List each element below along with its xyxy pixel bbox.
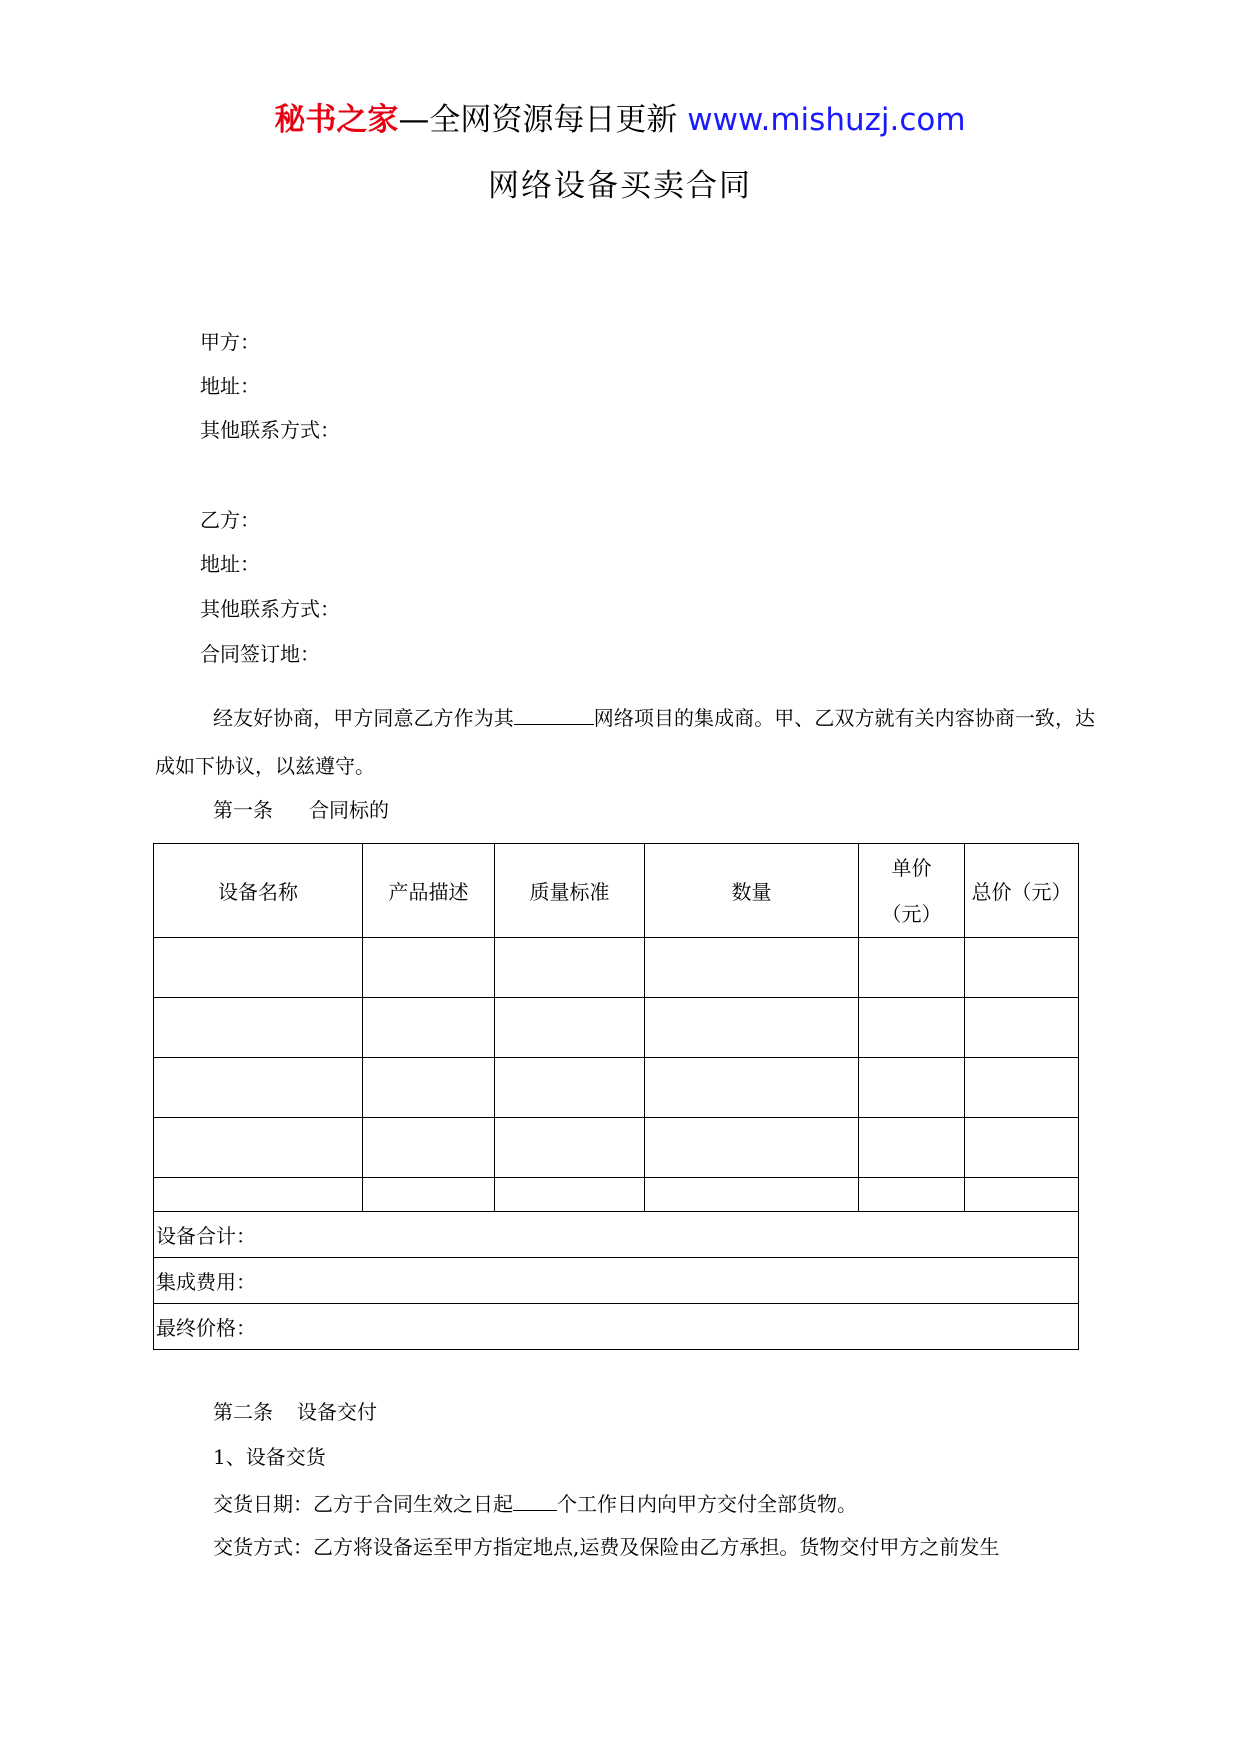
table-cell[interactable] bbox=[965, 1058, 1079, 1118]
table-cell[interactable] bbox=[154, 1058, 363, 1118]
table-cell[interactable] bbox=[154, 1118, 363, 1178]
table-cell[interactable] bbox=[859, 998, 965, 1058]
banner-brand: 秘书之家 bbox=[274, 102, 399, 138]
table-cell[interactable] bbox=[154, 938, 363, 998]
table-cell[interactable] bbox=[859, 1118, 965, 1178]
banner-url[interactable]: www.mishuzj.com bbox=[687, 102, 966, 138]
integration-fee-label: 集成费用： bbox=[154, 1258, 1079, 1304]
signing-place-label: 合同签订地： bbox=[200, 642, 320, 666]
table-cell[interactable] bbox=[495, 998, 645, 1058]
table-cell[interactable] bbox=[154, 998, 363, 1058]
article2-heading bbox=[213, 1398, 377, 1426]
table-row bbox=[154, 998, 1079, 1058]
table-cell[interactable] bbox=[645, 998, 859, 1058]
table-cell[interactable] bbox=[965, 1178, 1079, 1212]
article2-title: 设备交付 bbox=[297, 1400, 377, 1424]
header-unit-price-line2: （元） bbox=[881, 901, 942, 926]
table-row bbox=[154, 1118, 1079, 1178]
article2-number: 第二条 bbox=[213, 1400, 273, 1424]
table-cell[interactable] bbox=[859, 1058, 965, 1118]
table-cell[interactable] bbox=[645, 1178, 859, 1212]
table-cell[interactable] bbox=[859, 1178, 965, 1212]
integration-fee-row bbox=[154, 1258, 1079, 1304]
delivery-date-part2: 个工作日内向甲方交付全部货物。 bbox=[557, 1492, 857, 1516]
table-cell[interactable] bbox=[965, 1118, 1079, 1178]
equipment-table bbox=[153, 843, 1079, 1350]
site-banner bbox=[0, 100, 1240, 140]
equipment-total-label: 设备合计： bbox=[154, 1212, 1079, 1258]
table-cell[interactable] bbox=[363, 938, 495, 998]
intro-part1: 经友好协商，甲方同意乙方作为其 bbox=[213, 706, 514, 730]
intro-part2: 网络项目的集成商。甲、乙双方就有关内容协商一致，达成如下协议，以兹遵守。 bbox=[155, 706, 1095, 778]
header-product-description: 产品描述 bbox=[363, 844, 495, 938]
party-a-address-label: 地址： bbox=[200, 374, 260, 398]
table-cell[interactable] bbox=[154, 1178, 363, 1212]
table-row bbox=[154, 1178, 1079, 1212]
delivery-date-line bbox=[213, 1488, 857, 1518]
document-title: 网络设备买卖合同 bbox=[488, 168, 752, 204]
delivery-item-heading: 1、设备交货 bbox=[213, 1445, 326, 1469]
header-equipment-name: 设备名称 bbox=[154, 844, 363, 938]
party-a-name-label: 甲方： bbox=[200, 330, 260, 354]
table-cell[interactable] bbox=[363, 1118, 495, 1178]
table-cell[interactable] bbox=[645, 938, 859, 998]
header-unit-price-line1: 单价 bbox=[891, 855, 932, 880]
table-cell[interactable] bbox=[495, 938, 645, 998]
table-row bbox=[154, 938, 1079, 998]
table-cell[interactable] bbox=[363, 998, 495, 1058]
working-days-blank bbox=[513, 1488, 557, 1511]
final-price-row bbox=[154, 1304, 1079, 1350]
final-price-label: 最终价格： bbox=[154, 1304, 1079, 1350]
table-cell[interactable] bbox=[363, 1178, 495, 1212]
table-row bbox=[154, 1058, 1079, 1118]
table-cell[interactable] bbox=[645, 1118, 859, 1178]
table-cell[interactable] bbox=[363, 1058, 495, 1118]
party-a-contact-label: 其他联系方式： bbox=[200, 418, 340, 442]
party-b-address-label: 地址： bbox=[200, 552, 260, 576]
article1-heading bbox=[213, 796, 389, 824]
table-cell[interactable] bbox=[965, 938, 1079, 998]
header-quality-standard: 质量标准 bbox=[495, 844, 645, 938]
intro-paragraph bbox=[155, 694, 1095, 790]
table-cell[interactable] bbox=[645, 1058, 859, 1118]
header-total-price: 总价（元） bbox=[965, 844, 1079, 938]
article1-title: 合同标的 bbox=[309, 798, 389, 822]
table-cell[interactable] bbox=[495, 1118, 645, 1178]
header-unit-price bbox=[859, 844, 965, 938]
header-quantity: 数量 bbox=[645, 844, 859, 938]
table-cell[interactable] bbox=[495, 1058, 645, 1118]
delivery-date-part1: 交货日期：乙方于合同生效之日起 bbox=[213, 1492, 513, 1516]
table-cell[interactable] bbox=[495, 1178, 645, 1212]
equipment-total-row bbox=[154, 1212, 1079, 1258]
party-b-contact-label: 其他联系方式： bbox=[200, 597, 340, 621]
party-b-name-label: 乙方： bbox=[200, 508, 260, 532]
table-cell[interactable] bbox=[859, 938, 965, 998]
banner-slogan: —全网资源每日更新 bbox=[398, 102, 678, 138]
table-cell[interactable] bbox=[965, 998, 1079, 1058]
project-name-blank bbox=[514, 702, 594, 725]
delivery-method-line: 交货方式：乙方将设备运至甲方指定地点,运费及保险由乙方承担。货物交付甲方之前发生 bbox=[213, 1535, 1000, 1559]
table-header-row bbox=[154, 844, 1079, 938]
article1-number: 第一条 bbox=[213, 798, 273, 822]
